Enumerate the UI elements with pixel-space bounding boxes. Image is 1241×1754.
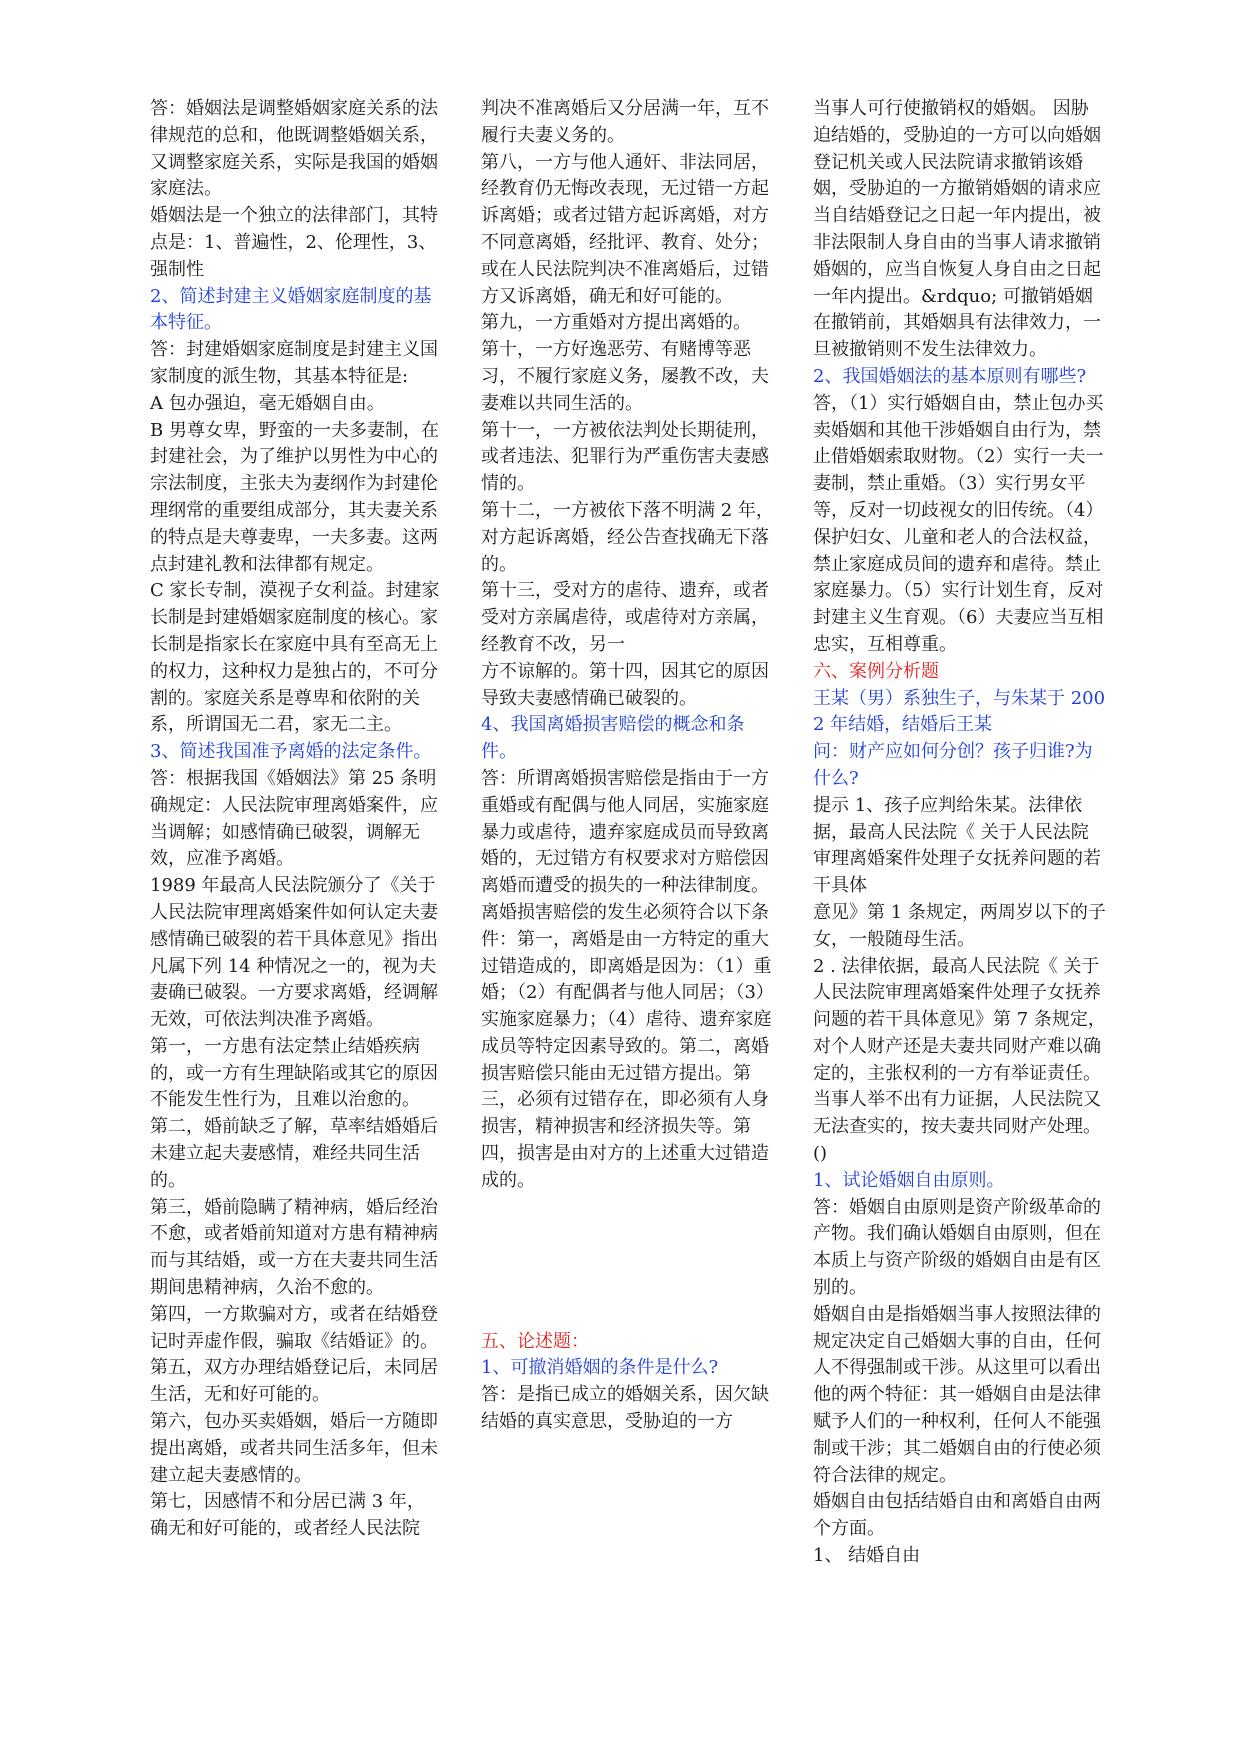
paragraph: 第五，双方办理结婚登记后，未同居生活，无和好可能的。 xyxy=(150,1357,438,1406)
paragraph: 1989 年最高人民法院颁分了《关于人民法院审理离婚案件如何认定夫妻感情确已破裂的若干具体意见》指出凡属下列 14 种情况之一的，视为夫妻确已破裂。一方要求离婚，经调解无效，可依法判决准予离婚。 xyxy=(150,875,438,1031)
paragraph: 提示 1、孩子应判给朱某。法律依据，最高人民法院《 关于人民法院审理离婚案件处理子女抚养问题的若干具体 xyxy=(813,794,1101,897)
section-heading: 五、论述题： xyxy=(481,1330,589,1352)
question-heading: 1、试论婚姻自由原则。 xyxy=(813,1169,1005,1191)
paragraph: 1、 结婚自由 xyxy=(813,1545,921,1567)
paragraph: 意见》第 1 条规定，两周岁以下的子女，一般随母生活。 xyxy=(813,901,1106,950)
column-middle-lower xyxy=(481,1329,774,1436)
question-heading: 2、简述封建主义婚姻家庭制度的基本特征。 xyxy=(150,285,432,334)
paragraph: 第二，婚前缺乏了解，草率结婚婚后未建立起夫妻感情，难经共同生活的。 xyxy=(150,1116,438,1191)
paragraph: 答：是指已成立的婚姻关系，因欠缺结婚的真实意思，受胁迫的一方 xyxy=(481,1384,769,1433)
paragraph: 婚姻自由是指婚姻当事人按照法律的规定决定自己婚姻大事的自由，任何人不得强制或干涉。从这里可以看出他的两个特征：其一婚姻自由是法律赋予人们的一种权利，任何人不能强制或干涉；其二婚姻自由的行使必须符合法律的规定。 xyxy=(813,1303,1101,1486)
column-middle xyxy=(481,96,774,1436)
paragraph: 第十三，受对方的虐待、遗弃，或者受对方亲属虐待，或虐待对方亲属，经教育不改，另一 xyxy=(481,580,769,655)
paragraph: 判决不准离婚后又分居满一年，互不履行夫妻义务的。 xyxy=(481,98,769,146)
column-middle-upper xyxy=(481,96,774,1195)
question-heading: 2、我国婚姻法的基本原则有哪些? xyxy=(813,365,1087,387)
paragraph: 第十，一方好逸恶劳、有赌博等恶习，不履行家庭义务，屡教不改，夫妻难以共同生活的。 xyxy=(481,339,769,414)
paragraph: 方不谅解的。第十四，因其它的原因导致夫妻感情确已破裂的。 xyxy=(481,660,769,709)
paragraph: 答：所谓离婚损害赔偿是指由于一方重婚或有配偶与他人同居，实施家庭暴力或虐待，遗弃家庭成员而导致离婚的，无过错方有权要求对方赔偿因离婚而遭受的损失的一种法律制度。离婚损害赔偿的发生必须符合以下条件：第一，离婚是由一方特定的重大过错造成的，即离婚是因为：（1）重婚；（2）有配偶者与他人同居；（3）实施家庭暴力；（4）虐待、遗弃家庭成员等特定因素导致的。第二，离婚损害赔偿只能由无过错方提出。第三，必须有过错存在，即必须有人身损害，精神损害和经济损失等。第四，损害是由对方的上述重大过错造成的。 xyxy=(481,767,774,1191)
paragraph: 答：婚姻法是调整婚姻家庭关系的法律规范的总和，他既调整婚姻关系，又调整家庭关系，实际是我国的婚姻家庭法。 xyxy=(150,98,438,200)
paragraph: 婚姻自由包括结婚自由和离婚自由两个方面。 xyxy=(813,1491,1101,1540)
paragraph: 第十一，一方被依法判处长期徒刑，或者违法、犯罪行为严重伤害夫妻感情的。 xyxy=(481,419,769,495)
paragraph: 第一，一方患有法定禁止结婚疾病的，或一方有生理缺陷或其它的原因不能发生性行为，且难以治愈的。 xyxy=(150,1035,438,1111)
paragraph: 答，（1）实行婚姻自由，禁止包办买卖婚姻和其他干涉婚姻自由行为，禁止借婚姻索取财物。（2）实行一夫一妻制，禁止重婚。（3）实行男女平等，反对一切歧视女的旧传统。（4）保护妇女、儿童和老人的合法权益，禁止家庭成员间的遗弃和虐待。禁止家庭暴力。（5）实行计划生育，反对封建主义生育观。（6）夫妻应当互相忠实，互相尊重。 xyxy=(813,392,1104,655)
paragraph: 第九，一方重婚对方提出离婚的。 xyxy=(481,312,751,334)
blank-gap xyxy=(481,1195,774,1329)
section-heading: 六、案例分析题 xyxy=(813,660,939,682)
paragraph: 婚姻法是一个独立的法律部门，其特点是：1、普遍性，2、伦理性，3、强制性 xyxy=(150,205,438,280)
question-heading: 问：财产应如何分创？孩子归谁?为什么? xyxy=(813,741,1093,789)
paragraph: C 家长专制，漠视子女利益。封建家长制是封建婚姻家庭制度的核心。家长制是指家长在家庭中具有至高无上的权力，这种权力是独占的，不可分割的。家庭关系是尊卑和依附的关系，所谓国无二君，家无二主。 xyxy=(150,580,440,736)
question-heading: 3、简述我国准予离婚的法定条件。 xyxy=(150,741,432,763)
paragraph: 答：封建婚姻家庭制度是封建主义国家制度的派生物，其基本特征是: xyxy=(150,339,438,387)
paragraph: 答：根据我国《婚姻法》第 25 条明确规定：人民法院审理离婚案件，应当调解；如感情确已破裂，调解无效，应准予离婚。 xyxy=(150,767,438,870)
paragraph: A 包办强迫，毫无婚姻自由。 xyxy=(150,392,385,414)
paragraph: 第六，包办买卖婚姻，婚后一方随即提出离婚，或者共同生活多年，但未建立起夫妻感情的。 xyxy=(150,1411,438,1486)
paragraph: 答：婚姻自由原则是资产阶级革命的产物。我们确认婚姻自由原则，但在本质上与资产阶级的婚姻自由是有区别的。 xyxy=(813,1196,1101,1299)
paragraph: B 男尊女卑，野蛮的一夫多妻制，在封建社会，为了维护以男性为中心的宗法制度，主张夫为妻纲作为封建伦理纲常的重要组成部分，其夫妻关系的特点是夫尊妻卑，一夫多妻。这两点封建礼教和法律都有规定。 xyxy=(150,419,439,575)
paragraph: 第四，一方欺骗对方，或者在结婚登记时弄虚作假，骗取《结婚证》的。 xyxy=(150,1303,438,1352)
question-heading: 1、可撤消婚姻的条件是什么? xyxy=(481,1357,719,1379)
paragraph: 第十二，一方被依下落不明满 2 年，对方起诉离婚，经公告查找确无下落的。 xyxy=(481,499,774,575)
paragraph: 第七，因感情不和分居已满 3 年，确无和好可能的，或者经人民法院 xyxy=(150,1491,425,1540)
paragraph: 2 . 法律依据，最高人民法院《 关于人民法院审理离婚案件处理子女抚养问题的若干具体意见》第 7 条规定，对个人财产还是夫妻共同财产难以确定的，主张权利的一方有举证责任。当事人举不出有力证据，人民法院又无法查实的，按夫妻共同财产处理。 () xyxy=(813,955,1106,1165)
paragraph: 第三，婚前隐瞒了精神病，婚后经治不愈，或者婚前知道对方患有精神病而与其结婚，或一方在夫妻共同生活期间患精神病，久治不愈的。 xyxy=(150,1196,438,1299)
paragraph: 当事人可行使撤销权的婚姻。 因胁迫结婚的，受胁迫的一方可以向婚姻登记机关或人民法院请求撤销该婚姻，受胁迫的一方撤销婚姻的请求应当自结婚登记之日起一年内提出，被非法限制人身自由的当事人请求撤销婚姻的，应当自恢复人身自由之日起一年内提出。&rdquo; 可撤销婚姻在撤销前，其婚姻具有法律效力，一旦被撤销则不发生法律效力。 xyxy=(813,98,1101,361)
column-left xyxy=(150,96,442,1543)
question-heading: 王某（男）系独生子，与朱某于 2002 年结婚，结婚后王某 xyxy=(813,687,1106,736)
paragraph: 第八，一方与他人通奸、非法同居，经教育仍无悔改表现，无过错一方起诉离婚；或者过错方起诉离婚，对方不同意离婚，经批评、教育、处分；或在人民法院判决不准离婚后，过错方又诉离婚，确无和好可能的。 xyxy=(481,151,769,307)
column-right xyxy=(813,96,1106,1570)
question-heading: 4、我国离婚损害赔偿的概念和条件。 xyxy=(481,714,745,763)
